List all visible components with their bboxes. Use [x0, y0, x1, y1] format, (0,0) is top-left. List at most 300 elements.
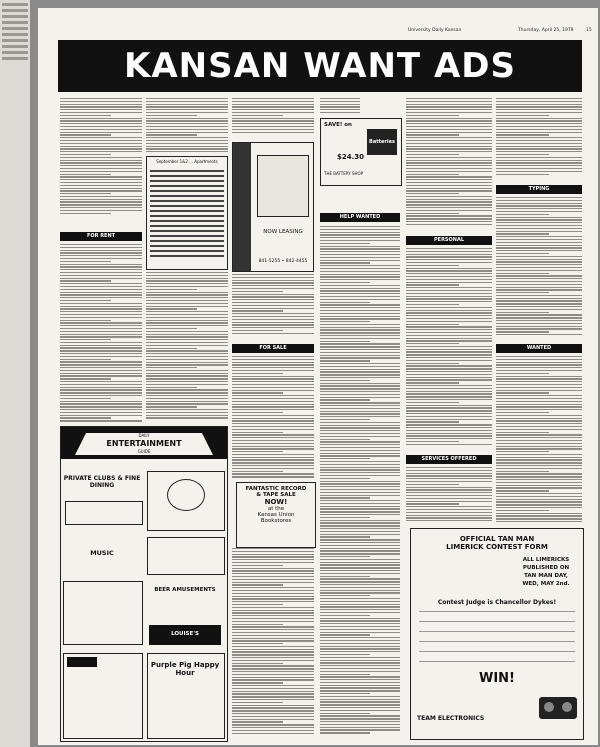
text-line: [232, 132, 314, 133]
for-sale-heading: FOR SALE: [232, 344, 314, 353]
text-line: [232, 465, 314, 466]
text-line: [232, 451, 283, 452]
text-line: [496, 101, 582, 102]
text-line: [146, 412, 228, 413]
text-line: [60, 392, 142, 393]
text-line: [320, 534, 400, 535]
text-line: [60, 403, 142, 404]
text-line: [232, 288, 314, 289]
text-line: [60, 353, 142, 354]
text-line: [406, 475, 492, 476]
text-line: [232, 420, 314, 421]
text-line: [60, 311, 142, 312]
text-line: [320, 539, 400, 540]
text-line: [60, 118, 142, 119]
text-line: [496, 331, 549, 332]
text-line: [406, 168, 492, 169]
text-line: [320, 598, 400, 599]
text-line: [320, 380, 370, 381]
text-line: [60, 160, 142, 161]
text-line: [406, 106, 492, 107]
text-line: [406, 393, 492, 394]
text-line: [232, 120, 314, 121]
text-line: [146, 115, 197, 116]
text-line: [496, 317, 582, 318]
text-line: [320, 349, 400, 350]
text-line: [320, 545, 400, 546]
text-line: [232, 418, 314, 419]
text-line: [406, 176, 492, 177]
text-line: [60, 115, 111, 116]
text-line: [496, 356, 582, 357]
text-line: [496, 432, 549, 433]
text-line: [406, 129, 492, 130]
text-line: [320, 282, 370, 283]
text-line: [60, 176, 142, 177]
text-line: [320, 444, 400, 445]
text-line: [320, 601, 400, 602]
text-line: [232, 587, 314, 588]
text-line: [406, 307, 492, 308]
text-line: [320, 618, 400, 619]
text-line: [320, 693, 370, 694]
text-line: [60, 387, 142, 388]
guide-sub: GUIDE: [137, 449, 151, 454]
text-line: [60, 286, 142, 287]
text-line: [496, 384, 582, 385]
text-line: [406, 273, 492, 274]
text-line: [146, 381, 228, 382]
text-line: [406, 182, 492, 183]
text-line: [496, 437, 582, 438]
text-line: [60, 415, 142, 416]
apartment-phone: 841-5255 • 842-4455: [258, 259, 308, 264]
text-line: [232, 682, 283, 683]
text-line: [406, 137, 492, 138]
text-line: [232, 646, 314, 647]
text-line: [406, 215, 492, 216]
text-line: [320, 483, 400, 484]
text-line: [320, 299, 400, 300]
text-line: [496, 334, 582, 335]
text-line: [496, 362, 582, 363]
text-line: [320, 671, 400, 672]
music-venue-ad: [147, 537, 225, 575]
text-line: [232, 671, 314, 672]
text-line: [232, 699, 314, 700]
text-line: [496, 370, 582, 371]
music-heading: MUSIC: [90, 549, 114, 557]
record-sale-ad: [236, 482, 316, 548]
text-line: [320, 556, 370, 557]
text-line: [406, 349, 492, 350]
text-line: [406, 371, 492, 372]
text-line: [406, 377, 492, 378]
text-line: [496, 109, 582, 110]
text-line: [320, 248, 400, 249]
text-line: [320, 732, 370, 733]
text-line: [406, 115, 459, 116]
text-line: [232, 398, 314, 399]
text-line: [60, 370, 142, 371]
text-line: [496, 423, 582, 424]
text-line: [320, 271, 400, 272]
text-line: [146, 339, 228, 340]
text-line: [232, 476, 314, 477]
text-line: [496, 171, 582, 172]
text-line: [496, 479, 582, 480]
text-line: [496, 482, 582, 483]
services-listings: [406, 467, 492, 523]
text-line: [320, 704, 400, 705]
text-line: [320, 679, 400, 680]
text-line: [60, 258, 142, 259]
text-line: [232, 378, 314, 379]
apartment-ad-line1: September 1&2 ... Apartments: [156, 159, 218, 164]
text-line: [232, 565, 283, 566]
text-line: [146, 306, 228, 307]
text-line: [146, 384, 228, 385]
limerick-right4: WED, MAY 2nd.: [522, 581, 570, 587]
text-line: [60, 134, 111, 135]
text-line: [320, 397, 400, 398]
text-line: [406, 329, 492, 330]
text-line: [496, 98, 582, 99]
text-line: [232, 359, 314, 360]
text-line: [60, 339, 111, 340]
text-line: [406, 196, 492, 197]
text-line: [496, 364, 582, 365]
text-line: [60, 359, 111, 360]
purple-pig-text: Purple Pig Happy Hour: [150, 661, 220, 677]
text-line: [60, 171, 142, 172]
text-line: [232, 101, 314, 102]
text-line: [320, 464, 400, 465]
text-line: [232, 109, 314, 110]
text-line: [60, 207, 142, 208]
text-line: [146, 378, 228, 379]
text-line: [232, 330, 283, 331]
text-line: [320, 402, 400, 403]
text-line: [232, 468, 314, 469]
text-line: [406, 484, 459, 485]
personal-heading: PERSONAL: [406, 236, 492, 245]
text-line: [60, 266, 142, 267]
text-line: [320, 318, 400, 319]
text-line: [232, 373, 283, 374]
text-line: [320, 657, 400, 658]
text-line: [146, 320, 228, 321]
text-line: [406, 478, 492, 479]
text-line: [60, 146, 142, 147]
text-line: [146, 367, 197, 368]
text-line: [496, 214, 549, 215]
text-line: [146, 317, 228, 318]
text-line: [320, 615, 370, 616]
text-line: [406, 221, 492, 222]
text-line: [232, 324, 314, 325]
text-line: [320, 662, 400, 663]
text-line: [60, 168, 142, 169]
text-line: [60, 412, 142, 413]
text-line: [320, 226, 400, 227]
text-line: [406, 151, 492, 152]
text-line: [60, 389, 142, 390]
text-line: [496, 129, 582, 130]
text-line: [406, 298, 492, 299]
text-line: [60, 109, 142, 110]
text-line: [320, 486, 400, 487]
for-rent-heading: FOR RENT: [60, 232, 142, 241]
text-line: [406, 520, 492, 521]
text-line: [496, 242, 582, 243]
text-line: [496, 446, 582, 447]
text-line: [320, 567, 400, 568]
text-line: [232, 376, 314, 377]
text-line: [406, 438, 492, 439]
text-line: [232, 462, 314, 463]
text-line: [232, 404, 314, 405]
text-line: [146, 334, 228, 335]
text-line: [320, 360, 370, 361]
text-line: [406, 287, 492, 288]
text-line: [496, 267, 582, 268]
text-line: [320, 542, 400, 543]
text-line: [232, 118, 314, 119]
text-line: [232, 660, 314, 661]
text-line: [232, 412, 283, 413]
text-line: [496, 493, 582, 494]
text-line: [232, 554, 314, 555]
text-line: [146, 331, 228, 332]
text-line: [232, 713, 314, 714]
text-line: [496, 320, 582, 321]
text-line: [406, 421, 459, 422]
text-line: [232, 654, 314, 655]
text-line: [406, 171, 492, 172]
text-line: [320, 511, 400, 512]
text-line: [406, 199, 492, 200]
text-line: [320, 646, 400, 647]
text-line: [146, 336, 228, 337]
text-line: [320, 408, 400, 409]
wanted-heading: WANTED: [496, 344, 582, 353]
text-line: [146, 151, 228, 152]
text-line: [496, 521, 582, 522]
text-line: [232, 593, 314, 594]
text-line: [496, 253, 549, 254]
speaker-left: [544, 702, 554, 712]
text-line: [496, 298, 582, 299]
text-line: [320, 327, 400, 328]
text-line: [406, 315, 492, 316]
text-line: [60, 126, 142, 127]
text-line: [320, 450, 400, 451]
team-electronics: TEAM ELECTRONICS: [417, 715, 485, 722]
battery-shop-ad: [320, 118, 402, 186]
text-line: [60, 378, 111, 379]
text-line: [60, 308, 142, 309]
text-line: [320, 243, 370, 244]
text-line: [406, 312, 492, 313]
text-line: [320, 394, 400, 395]
want-ads-banner: KANSAN WANT ADS: [58, 40, 582, 92]
text-line: [320, 685, 400, 686]
text-line: [146, 98, 228, 99]
classified-text-col5: [406, 98, 492, 228]
text-line: [320, 425, 400, 426]
text-line: [146, 359, 228, 360]
limerick-title: OFFICIAL TAN MAN: [459, 535, 535, 543]
adjacent-page-edge: [0, 0, 30, 747]
for-sale-listings: [232, 356, 314, 480]
text-line: [320, 98, 360, 99]
text-line: [232, 443, 314, 444]
text-line: [320, 290, 400, 291]
text-line: [320, 276, 400, 277]
text-line: [406, 444, 492, 445]
text-line: [406, 101, 492, 102]
text-line: [406, 424, 492, 425]
text-line: [496, 515, 582, 516]
text-line: [320, 458, 370, 459]
text-line: [320, 439, 370, 440]
text-line: [496, 281, 582, 282]
text-line: [320, 427, 400, 428]
text-line: [320, 727, 400, 728]
text-line: [496, 264, 582, 265]
text-line: [232, 302, 314, 303]
text-line: [406, 419, 492, 420]
text-line: [320, 101, 360, 102]
text-line: [496, 412, 549, 413]
text-line: [146, 398, 228, 399]
text-line: [146, 395, 228, 396]
text-line: [232, 570, 314, 571]
text-line: [406, 118, 492, 119]
text-line: [60, 328, 142, 329]
text-line: [496, 420, 582, 421]
text-line: [406, 204, 492, 205]
text-line: [496, 120, 582, 121]
text-line: [232, 643, 283, 644]
text-line: [496, 462, 582, 463]
text-line: [60, 375, 142, 376]
text-line: [232, 640, 314, 641]
text-line: [406, 501, 492, 502]
text-line: [496, 278, 582, 279]
text-line: [496, 233, 549, 234]
text-line: [496, 118, 582, 119]
text-line: [320, 674, 370, 675]
text-line: [496, 510, 549, 511]
text-line: [320, 260, 400, 261]
text-line: [496, 284, 582, 285]
text-line: [60, 289, 142, 290]
text-line: [146, 278, 228, 279]
text-line: [406, 495, 492, 496]
text-line: [146, 406, 197, 407]
text-line: [320, 411, 400, 412]
text-line: [406, 146, 492, 147]
entertainment-guide: [60, 426, 228, 742]
for-rent-listings: [60, 244, 142, 424]
text-line: [496, 275, 582, 276]
text-line: [406, 368, 492, 369]
text-line: [406, 262, 492, 263]
text-line: [146, 345, 228, 346]
text-line: [496, 471, 549, 472]
text-line: [320, 363, 400, 364]
text-line: [146, 401, 228, 402]
text-line: [232, 280, 314, 281]
text-line: [406, 487, 492, 488]
text-line: [406, 351, 492, 352]
text-line: [406, 346, 492, 347]
text-line: [146, 129, 228, 130]
text-line: [232, 657, 314, 658]
text-line: [496, 203, 582, 204]
text-line: [320, 587, 400, 588]
typing-heading: TYPING: [496, 185, 582, 194]
text-line: [232, 387, 314, 388]
classified-text-col4: [320, 98, 360, 116]
text-line: [496, 132, 582, 133]
text-line: [406, 140, 492, 141]
text-line: [146, 362, 228, 363]
text-line: [320, 481, 400, 482]
text-line: [232, 282, 314, 283]
classified-text-col6: [496, 98, 582, 178]
text-line: [496, 123, 582, 124]
text-line: [232, 370, 314, 371]
text-line: [320, 514, 400, 515]
text-line: [406, 388, 492, 389]
text-line: [232, 333, 314, 334]
text-line: [146, 370, 228, 371]
text-line: [60, 137, 142, 138]
record-sale-line4: at the: [267, 506, 285, 512]
text-line: [406, 506, 492, 507]
text-line: [320, 374, 400, 375]
text-line: [406, 481, 492, 482]
text-line: [60, 373, 142, 374]
text-line: [406, 503, 459, 504]
text-line: [320, 366, 400, 367]
text-line: [146, 106, 228, 107]
text-line: [146, 311, 228, 312]
text-line: [406, 276, 492, 277]
text-line: [496, 112, 582, 113]
text-line: [146, 134, 197, 135]
text-line: [406, 126, 492, 127]
text-line: [496, 137, 582, 138]
text-line: [406, 265, 459, 266]
text-line: [232, 364, 314, 365]
text-line: [146, 325, 228, 326]
text-line: [232, 446, 314, 447]
text-line: [60, 345, 142, 346]
text-line: [496, 328, 582, 329]
text-line: [496, 312, 549, 313]
text-line: [406, 385, 492, 386]
text-line: [406, 120, 492, 121]
text-line: [60, 104, 142, 105]
text-line: [406, 441, 459, 442]
battery-brand: Batteries: [367, 129, 397, 155]
text-line: [320, 475, 400, 476]
text-line: [496, 157, 582, 158]
